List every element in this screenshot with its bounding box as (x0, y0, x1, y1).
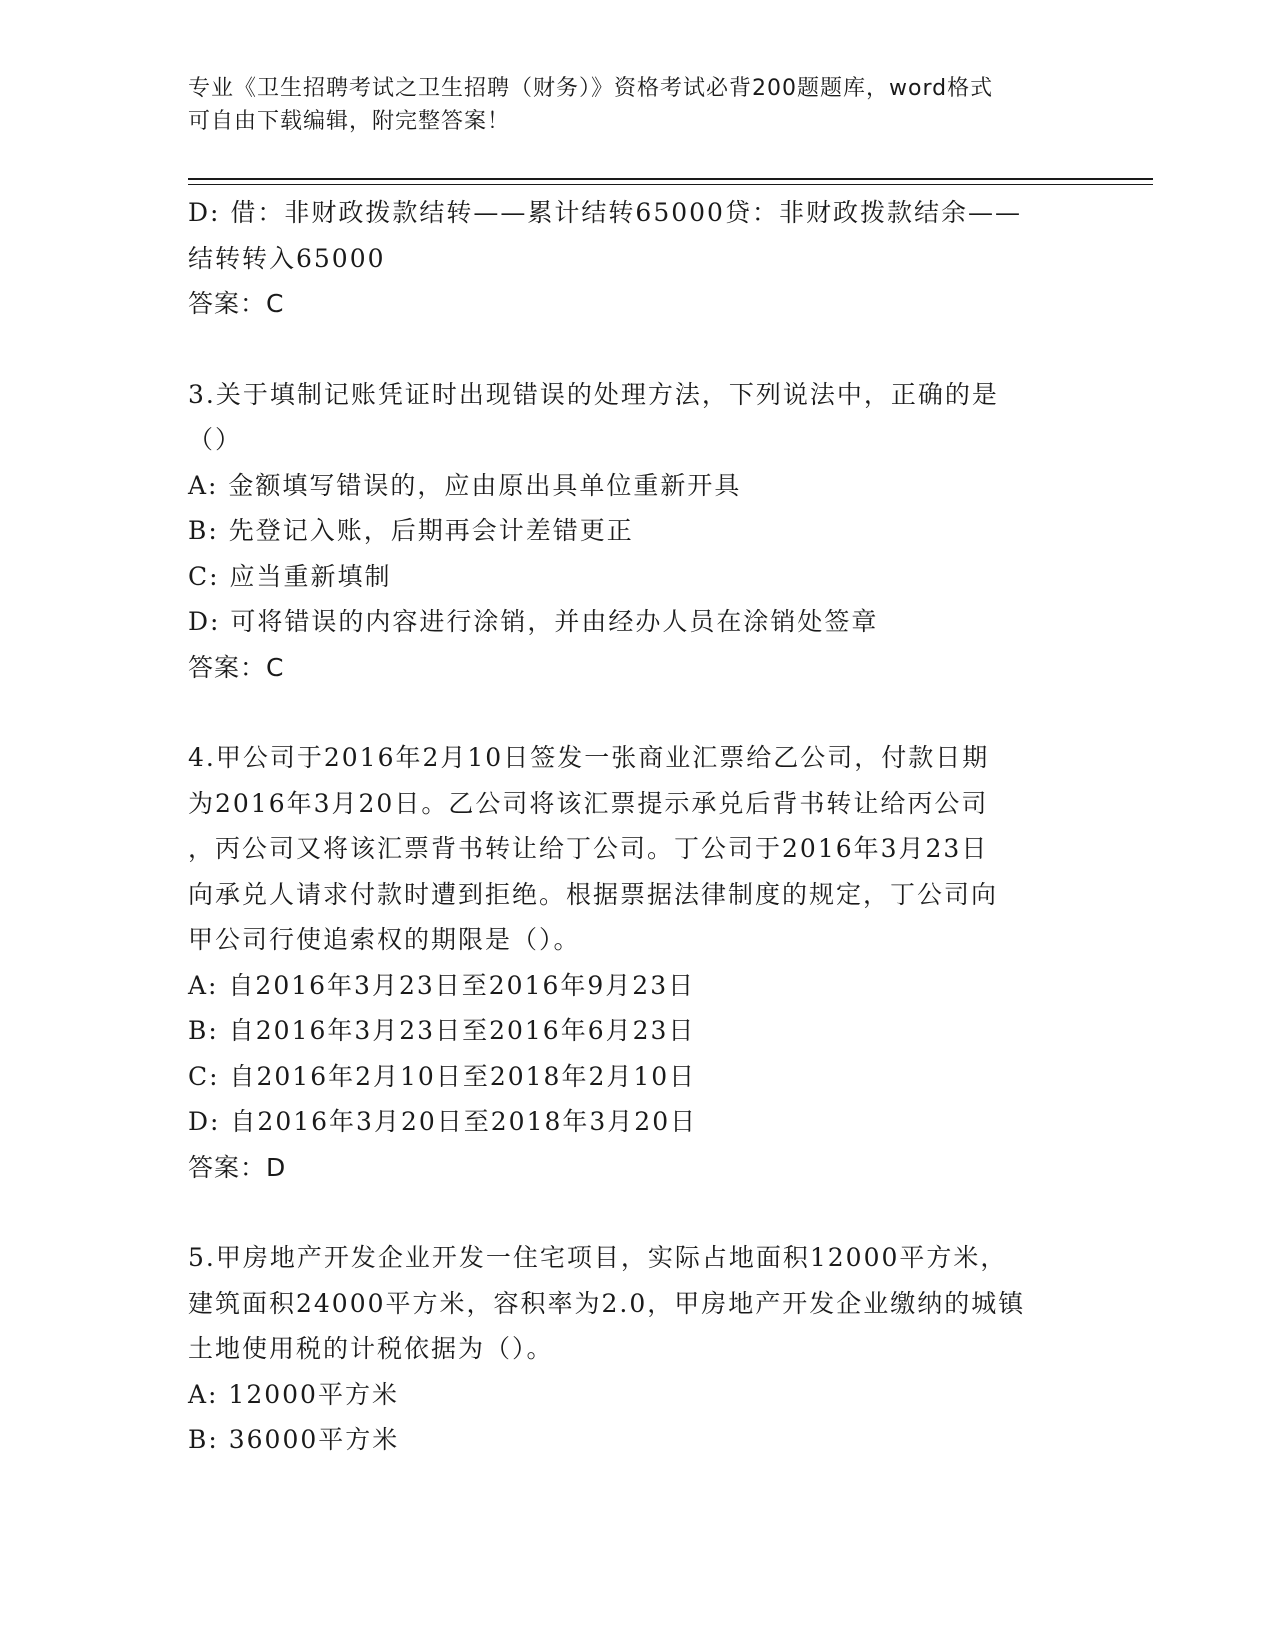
spacer (188, 1190, 1088, 1235)
answer-line: 答案：C (188, 652, 285, 682)
spacer (188, 690, 1088, 735)
question-4 (188, 735, 1088, 1190)
question-stem-line: 4.甲公司于2016年2月10日签发一张商业汇票给乙公司，付款日期 (188, 743, 990, 772)
header-rule-thin (188, 184, 1153, 185)
page-header (188, 72, 1088, 138)
option-d: D: 可将错误的内容进行涂销，并由经办人员在涂销处签章 (188, 607, 879, 636)
option-a: A: 金额填写错误的，应由原出具单位重新开具 (188, 470, 742, 500)
answer-line: 答案：C (188, 289, 285, 318)
question-stem-line: （） (188, 425, 243, 454)
option-d-line-1: D: 借：非财政拨款结转——累计结转65000贷：非财政拨款结余—— (188, 198, 1022, 227)
question-stem-line: 建筑面积24000平方米，容积率为2.0，甲房地产开发企业缴纳的城镇 (188, 1288, 1026, 1318)
question-5 (188, 1235, 1088, 1463)
option-b: B: 36000平方米 (188, 1425, 400, 1454)
question-3 (188, 372, 1088, 691)
question-stem-line: 甲公司行使追索权的期限是（）。 (188, 925, 581, 954)
question-body (188, 190, 1088, 1463)
question-stem-line: 5.甲房地产开发企业开发一住宅项目，实际占地面积12000平方米， (188, 1243, 1008, 1272)
option-a: A: 12000平方米 (188, 1379, 399, 1409)
option-c: C: 自2016年2月10日至2018年2月10日 (188, 1061, 697, 1091)
option-a: A: 自2016年3月23日至2016年9月23日 (188, 970, 696, 1000)
header-line-2: 可自由下载编辑，附完整答案！ (188, 109, 511, 134)
spacer (188, 327, 1088, 372)
question-stem-line: 土地使用税的计税依据为（）。 (188, 1334, 554, 1363)
option-c: C: 应当重新填制 (188, 561, 392, 591)
option-d: D: 自2016年3月20日至2018年3月20日 (188, 1107, 698, 1136)
option-b: B: 先登记入账，后期再会计差错更正 (188, 516, 634, 545)
question-stem-line: ，丙公司又将该汇票背书转让给丁公司。丁公司于2016年3月23日 (188, 834, 989, 863)
option-b: B: 自2016年3月23日至2016年6月23日 (188, 1016, 696, 1045)
header-rule-thick (188, 178, 1153, 180)
question-stem-line: 为2016年3月20日。乙公司将该汇票提示承兑后背书转让给丙公司 (188, 788, 989, 818)
previous-question-tail (188, 190, 1088, 327)
option-d-line-2: 结转转入65000 (188, 243, 386, 273)
header-line-1: 专业《卫生招聘考试之卫生招聘（财务）》资格考试必背200题题库，word格式 (188, 76, 994, 101)
answer-line: 答案：D (188, 1152, 287, 1182)
question-stem-line: 3.关于填制记账凭证时出现错误的处理方法，下列说法中，正确的是 (188, 379, 999, 409)
question-stem-line: 向承兑人请求付款时遭到拒绝。根据票据法律制度的规定，丁公司向 (188, 879, 999, 909)
